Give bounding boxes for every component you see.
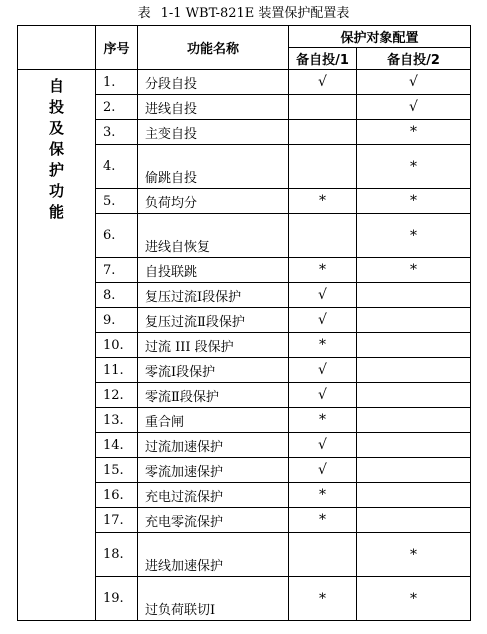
config-col2-mark: * (357, 189, 471, 214)
function-name: 自投联跳 (138, 258, 289, 283)
function-name: 重合闸 (138, 408, 289, 433)
config-col1-mark: √ (289, 308, 357, 333)
function-name: 偷跳自投 (138, 145, 289, 189)
function-name: 进线自投 (138, 95, 289, 120)
row-number: 5. (96, 189, 138, 214)
row-number: 15. (96, 458, 138, 483)
row-number: 8. (96, 283, 138, 308)
function-name: 分段自投 (138, 70, 289, 95)
header-col2: 备自投/2 (357, 48, 471, 70)
row-number: 9. (96, 308, 138, 333)
row-number: 10. (96, 333, 138, 358)
table-caption (0, 6, 487, 22)
function-name: 零流加速保护 (138, 458, 289, 483)
config-col2-mark: * (357, 214, 471, 258)
config-col1-mark: * (289, 333, 357, 358)
caption-title: 1-1 WBT-821E 装置保护配置表 (160, 6, 350, 21)
header-blank (18, 26, 96, 70)
row-number: 1. (96, 70, 138, 95)
config-col1-mark (289, 214, 357, 258)
row-number: 3. (96, 120, 138, 145)
config-col1-mark: * (289, 483, 357, 508)
side-label-char: 保 (48, 140, 64, 158)
row-number: 13. (96, 408, 138, 433)
function-name: 过负荷联切Ⅰ (138, 577, 289, 621)
row-number: 16. (96, 483, 138, 508)
config-col1-mark (289, 533, 357, 577)
config-col2-mark (357, 383, 471, 408)
config-col2-mark: * (357, 120, 471, 145)
config-col1-mark (289, 145, 357, 189)
config-col2-mark (357, 458, 471, 483)
function-name: 负荷均分 (138, 189, 289, 214)
side-label-char: 及 (48, 119, 64, 137)
function-name: 进线自恢复 (138, 214, 289, 258)
config-col2-mark (357, 308, 471, 333)
function-name: 过流加速保护 (138, 433, 289, 458)
config-col2-mark (357, 283, 471, 308)
row-number: 2. (96, 95, 138, 120)
row-number: 14. (96, 433, 138, 458)
config-col1-mark: √ (289, 383, 357, 408)
function-name: 主变自投 (138, 120, 289, 145)
side-label (18, 70, 96, 621)
side-label-char: 投 (48, 98, 64, 116)
config-col2-mark (357, 333, 471, 358)
config-col1-mark: √ (289, 358, 357, 383)
config-col2-mark: * (357, 577, 471, 621)
side-label-char: 护 (48, 161, 64, 179)
config-col2-mark: * (357, 258, 471, 283)
config-col2-mark (357, 408, 471, 433)
header-seq: 序号 (96, 26, 138, 70)
header-name: 功能名称 (138, 26, 289, 70)
config-col2-mark (357, 483, 471, 508)
function-name: 充电过流保护 (138, 483, 289, 508)
config-col1-mark: * (289, 189, 357, 214)
config-col1-mark: * (289, 258, 357, 283)
side-label-char: 能 (48, 203, 64, 221)
side-label-char: 功 (48, 182, 64, 200)
row-number: 18. (96, 533, 138, 577)
function-name: 零流Ⅰ段保护 (138, 358, 289, 383)
side-label-char: 自 (48, 77, 64, 95)
config-col2-mark (357, 508, 471, 533)
header-col1: 备自投/1 (289, 48, 357, 70)
row-number: 12. (96, 383, 138, 408)
config-col1-mark: * (289, 508, 357, 533)
function-name: 充电零流保护 (138, 508, 289, 533)
config-col2-mark: √ (357, 70, 471, 95)
config-col1-mark: √ (289, 70, 357, 95)
table-row (18, 70, 471, 95)
protection-config-table (17, 25, 471, 621)
caption-label: 表 (137, 6, 151, 21)
config-col2-mark: √ (357, 95, 471, 120)
function-name: 进线加速保护 (138, 533, 289, 577)
config-col2-mark (357, 433, 471, 458)
config-col2-mark: * (357, 533, 471, 577)
table-body (18, 70, 471, 621)
function-name: 复压过流Ⅱ段保护 (138, 308, 289, 333)
row-number: 19. (96, 577, 138, 621)
row-number: 17. (96, 508, 138, 533)
config-col1-mark: √ (289, 458, 357, 483)
row-number: 7. (96, 258, 138, 283)
config-col2-mark: * (357, 145, 471, 189)
config-col1-mark (289, 120, 357, 145)
config-col2-mark (357, 358, 471, 383)
config-col1-mark: * (289, 408, 357, 433)
row-number: 6. (96, 214, 138, 258)
row-number: 4. (96, 145, 138, 189)
config-col1-mark: √ (289, 283, 357, 308)
config-col1-mark: * (289, 577, 357, 621)
function-name: 零流Ⅱ段保护 (138, 383, 289, 408)
config-col1-mark (289, 95, 357, 120)
config-col1-mark: √ (289, 433, 357, 458)
header-config: 保护对象配置 (289, 26, 471, 48)
function-name: 复压过流Ⅰ段保护 (138, 283, 289, 308)
row-number: 11. (96, 358, 138, 383)
function-name: 过流 III 段保护 (138, 333, 289, 358)
